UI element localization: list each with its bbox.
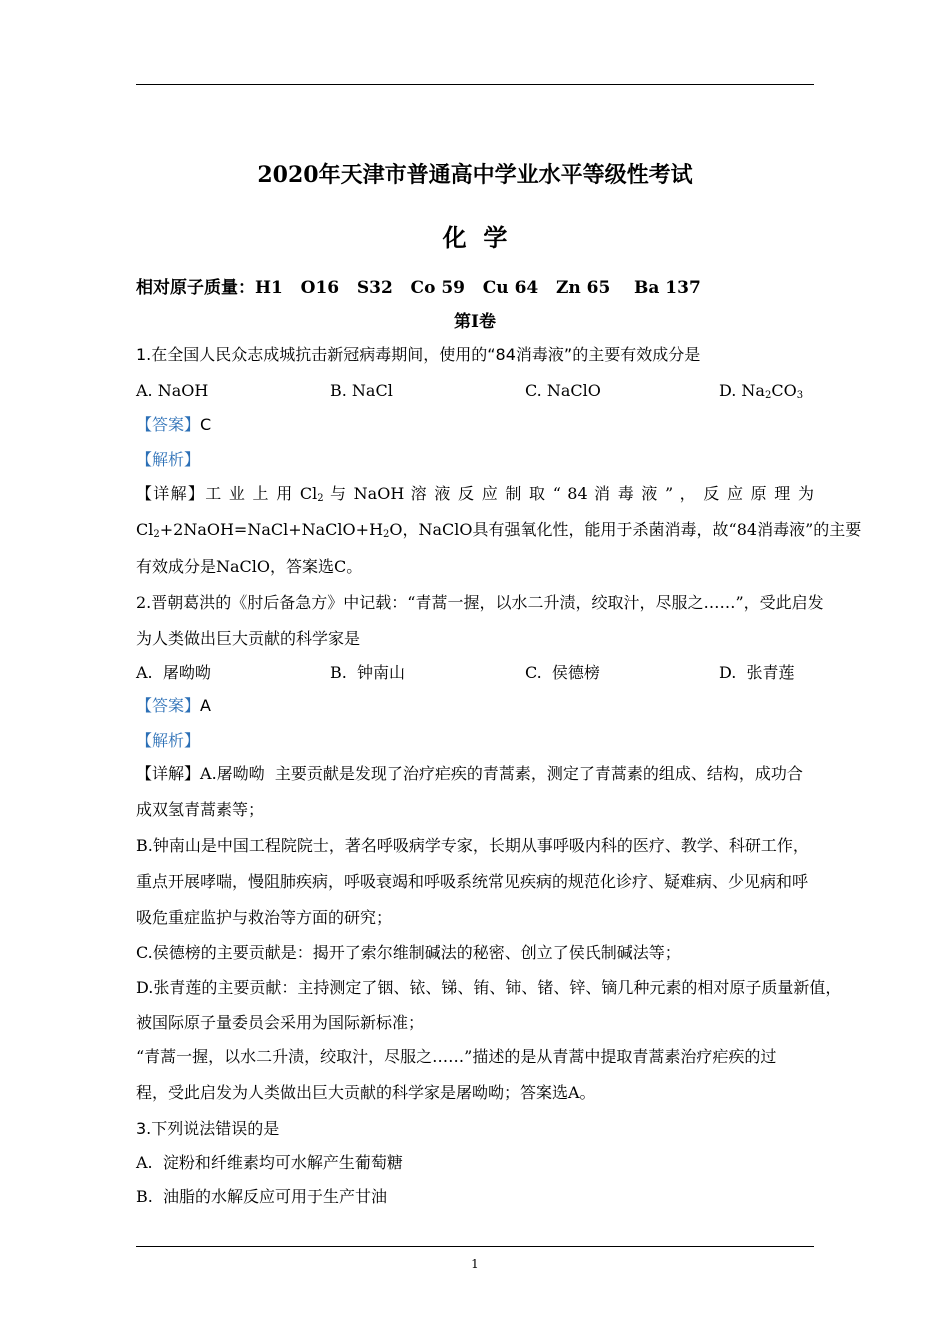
q1-option-c: C. NaClO (525, 381, 601, 400)
q2-detail-line-1: 【详解】A.屠呦呦 主要贡献是发现了治疗疟疾的青蒿素，测定了青蒿素的组成、结构，成功合 (136, 764, 803, 783)
q1-detail-line-1: 【详解】工 业 上 用 $Cl_2$ 与 NaOH 溶 液 反 应 制 取 “ 84 消 毒 液 ” ， 反 应 原 理 为 (136, 484, 814, 504)
q3-option-b: B. 油脂的水解反应可用于生产甘油 (136, 1187, 388, 1206)
q2-analysis-label: 【解析】 (136, 731, 201, 750)
top-rule (136, 84, 814, 85)
q2-detail-line-2: 成双氢青蒿素等； (136, 800, 265, 819)
q2-option-d: D. 张青莲 (719, 663, 795, 682)
q2-detail-line-5: 吸危重症监护与救治等方面的研究； (136, 908, 393, 927)
q2-detail-line-10: 程，受此启发为人类做出巨大贡献的科学家是屠呦呦；答案选A。 (136, 1083, 596, 1102)
exam-title: 2020年天津市普通高中学业水平等级性考试 (257, 162, 693, 188)
q1-option-d: D. $Na_2CO_3$ (719, 381, 804, 401)
q2-detail-line-8: 被国际原子量委员会采用为国际新标准； (136, 1013, 425, 1032)
q2-option-b: B. 钟南山 (330, 663, 406, 682)
q2-detail-line-7: D.张青莲的主要贡献：主持测定了铟、铱、锑、铕、铈、锗、锌、镝几种元素的相对原子质量新值， (136, 978, 842, 997)
q3-stem: 3.下列说法错误的是 (136, 1119, 280, 1138)
q2-detail-line-4: 重点开展哮喘，慢阻肺疾病，呼吸衰竭和呼吸系统常见疾病的规范化诊疗、疑难病、少见病和呼 (136, 872, 809, 891)
q1-stem: 1.在全国人民众志成城抗击新冠病毒期间，使用的“84消毒液”的主要有效成分是 (136, 345, 701, 364)
q2-detail-line-6: C.侯德榜的主要贡献是：揭开了索尔维制碱法的秘密、创立了侯氏制碱法等； (136, 943, 681, 962)
q1-detail-line-3: 有效成分是NaClO，答案选C。 (136, 557, 363, 576)
q2-stem-line-2: 为人类做出巨大贡献的科学家是 (136, 629, 361, 648)
q2-option-a: A. 屠呦呦 (136, 663, 211, 682)
q1-option-b: B. NaCl (330, 381, 393, 400)
q2-option-c: C. 侯德榜 (525, 663, 600, 682)
q2-answer: 【答案】A (136, 696, 211, 715)
q1-option-a: A. NaOH (136, 381, 209, 400)
q2-detail-line-3: B.钟南山是中国工程院院士，著名呼吸病学专家，长期从事呼吸内科的医疗、教学、科研工作， (136, 836, 809, 855)
bottom-rule (136, 1246, 814, 1247)
q2-detail-line-9: “青蒿一握，以水二升渍，绞取汁，尽服之……”描述的是从青蒿中提取青蒿素治疗疟疾的过 (136, 1047, 777, 1066)
q1-analysis-label: 【解析】 (136, 450, 201, 469)
q1-detail-line-2: $Cl_2+2NaOH=NaCl+NaClO+H_2O$，NaClO具有强氧化性，能用于杀菌消毒，故“84消毒液”的主要 (136, 520, 862, 540)
section-heading: 第Ⅰ卷 (454, 312, 496, 332)
q2-stem-line-1: 2.晋朝葛洪的《肘后备急方》中记载：“青蒿一握，以水二升渍，绞取汁，尽服之……”，受此启发 (136, 593, 824, 612)
subject-title: 化 学 (442, 223, 508, 252)
q3-option-a: A. 淀粉和纤维素均可水解产生葡萄糖 (136, 1153, 403, 1172)
atomic-mass-line: 相对原子质量：H1 O16 S32 Co 59 Cu 64 Zn 65 Ba 137 (136, 278, 701, 298)
page-number: 1 (471, 1257, 479, 1271)
q1-answer: 【答案】C (136, 415, 212, 434)
